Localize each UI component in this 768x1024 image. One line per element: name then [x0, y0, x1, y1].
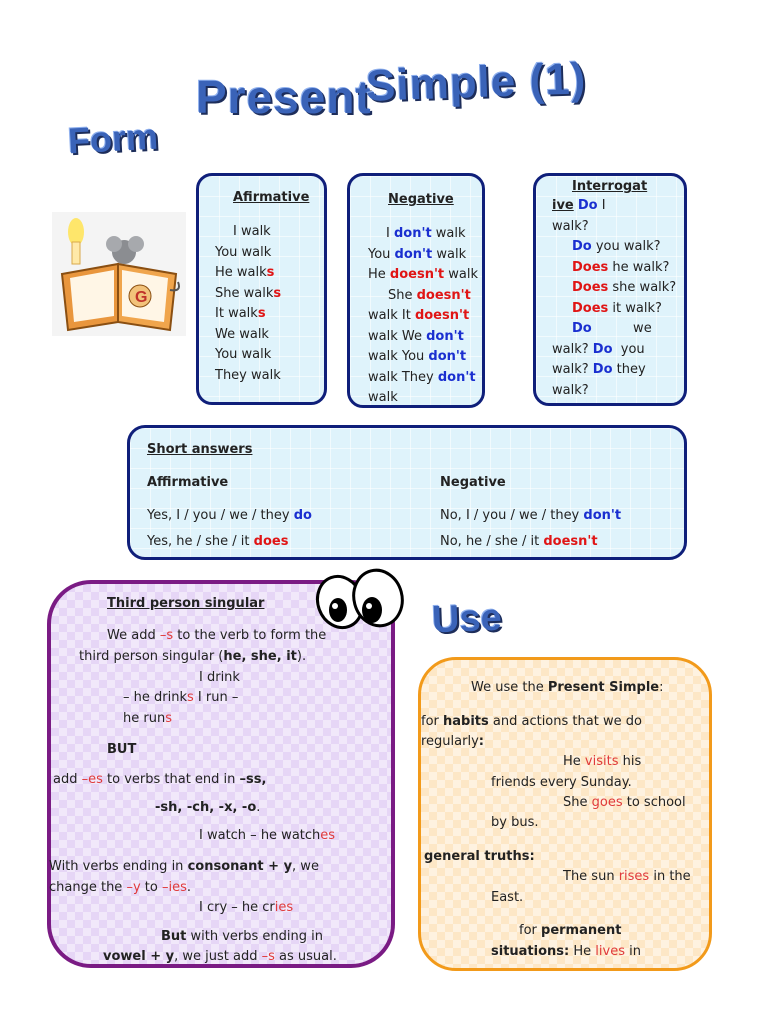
affirmative-suffix: s	[273, 285, 282, 301]
interrogative-line	[552, 237, 676, 258]
interrogative-verb: you	[612, 341, 645, 357]
use-example-3b: East.	[491, 890, 524, 905]
affirmative-line	[215, 325, 281, 346]
interrogative-auxiliary: Do	[577, 198, 598, 213]
interrogative-verb: we	[591, 321, 652, 336]
use-intro: We use the Present Simple:	[471, 680, 664, 695]
interrogative-verb: she walk?	[608, 280, 677, 295]
negative-auxiliary: don't	[437, 369, 476, 385]
negative-auxiliary: don't	[428, 349, 467, 364]
negative-subject: walk	[368, 390, 398, 405]
interrogative-auxiliary: Do	[592, 341, 613, 357]
affirmative-line	[215, 222, 281, 243]
tp-example-1: I drink	[199, 670, 240, 685]
negative-subject: She	[388, 287, 417, 303]
interrogative-line	[552, 299, 676, 320]
use-habits-2: regularly:	[421, 734, 484, 749]
affirmative-verb: You walk	[215, 244, 272, 260]
short-answers-negative-label: Negative	[440, 475, 506, 490]
negative-list	[368, 224, 478, 408]
title-word-present: Present	[196, 71, 372, 123]
use-permanent-2: situations: He lives in	[491, 944, 641, 959]
interrogative-verb: I	[597, 198, 606, 213]
use-example-3a: The sun rises in the	[563, 869, 691, 884]
interrogative-auxiliary: Does	[572, 280, 609, 295]
negative-auxiliary: doesn't	[416, 287, 471, 303]
tp-rule-8: vowel + y, we just add –s as usual.	[103, 949, 337, 964]
interrogative-verb: you walk?	[591, 239, 661, 254]
tp-rule-3: add –es to verbs that end in –ss,	[53, 772, 267, 787]
negative-subject: You	[368, 246, 395, 262]
affirmative-verb: He walk	[215, 265, 267, 280]
negative-verb: walk	[444, 267, 479, 282]
tp-rule-6: change the –y to –ies.	[49, 880, 192, 895]
use-example-2a: She goes to school	[563, 795, 686, 810]
interrogative-auxiliary: Do	[572, 321, 592, 336]
affirmative-line	[215, 304, 281, 325]
interrogative-pre: walk?	[552, 382, 589, 398]
short-answers-heading: Short answers	[147, 442, 253, 457]
use-example-2b: by bus.	[491, 815, 539, 830]
negative-subject: walk It	[368, 308, 415, 323]
use-box	[418, 657, 712, 971]
tp-rule-4: -sh, -ch, -x, -o.	[155, 800, 261, 815]
affirmative-line	[215, 243, 281, 264]
negative-line	[368, 347, 478, 368]
affirmative-verb: She walk	[215, 285, 274, 301]
book-mouse-illustration	[52, 212, 186, 336]
use-example-1b: friends every Sunday.	[491, 775, 632, 790]
affirmative-line	[215, 284, 281, 305]
affirmative-heading: Afirmative	[233, 190, 310, 205]
affirmative-verb: I walk	[233, 224, 271, 239]
negative-subject: walk You	[368, 349, 429, 364]
negative-auxiliary: don't	[426, 328, 464, 344]
affirmative-verb: It walk	[215, 306, 258, 321]
interrogative-line	[552, 217, 676, 238]
use-heading: Use	[431, 596, 503, 642]
tp-example-2: – he drinks I run –	[123, 690, 239, 705]
negative-box	[347, 173, 485, 408]
tp-rule-1: We add –s to the verb to form the	[107, 628, 327, 643]
form-heading: Form	[66, 115, 159, 162]
short-answer-neg-2: No, he / she / it doesn't	[440, 534, 598, 549]
affirmative-box	[196, 173, 327, 405]
interrogative-heading-2: ive	[552, 198, 574, 213]
affirmative-line	[215, 366, 281, 387]
interrogative-box	[533, 173, 687, 406]
interrogative-auxiliary: Do	[592, 362, 613, 377]
use-habits-1: for habits and actions that we do	[421, 714, 642, 729]
tp-rule-2: third person singular (he, she, it).	[79, 649, 307, 664]
affirmative-suffix: s	[266, 265, 275, 280]
affirmative-verb: We walk	[215, 326, 269, 342]
interrogative-auxiliary: Does	[572, 259, 609, 275]
short-answer-aff-2: Yes, he / she / it does	[147, 534, 289, 549]
short-answer-neg-1: No, I / you / we / they don't	[440, 508, 622, 523]
negative-auxiliary: doesn't	[414, 308, 470, 323]
short-answers-affirmative-label: Affirmative	[147, 475, 229, 490]
affirmative-line	[215, 345, 281, 366]
tp-example-5: I cry – he cries	[199, 900, 294, 915]
svg-text:G: G	[135, 289, 148, 306]
affirmative-suffix: s	[257, 306, 266, 321]
interrogative-heading-1: Interrogat	[572, 179, 648, 194]
affirmative-line	[215, 263, 281, 284]
negative-subject: walk They	[368, 369, 438, 385]
negative-heading: Negative	[388, 192, 454, 207]
use-example-1a: He visits his	[563, 754, 642, 769]
interrogative-pre: walk?	[552, 362, 593, 377]
negative-line	[368, 327, 478, 348]
interrogative-verb: he walk?	[608, 259, 670, 275]
negative-verb: walk	[431, 226, 466, 241]
tp-rule-5: With verbs ending in consonant + y, we	[49, 859, 319, 874]
interrogative-line	[552, 340, 676, 361]
interrogative-line	[552, 258, 676, 279]
short-answer-aff-1: Yes, I / you / we / they do	[147, 508, 312, 523]
negative-line	[368, 368, 478, 389]
negative-line	[368, 306, 478, 327]
interrogative-list	[552, 196, 676, 401]
use-general-truths: general truths:	[424, 849, 535, 864]
negative-auxiliary: don't	[394, 246, 433, 262]
negative-auxiliary: doesn't	[389, 267, 445, 282]
interrogative-verb: it walk?	[608, 300, 662, 316]
interrogative-verb: they	[612, 362, 646, 377]
interrogative-auxiliary: Does	[572, 300, 609, 316]
negative-line	[368, 265, 478, 286]
interrogative-line	[552, 360, 676, 381]
negative-subject: He	[368, 267, 390, 282]
negative-line	[368, 224, 478, 245]
interrogative-line	[552, 381, 676, 402]
affirmative-verb: They walk	[215, 367, 281, 383]
interrogative-line	[552, 319, 676, 340]
negative-auxiliary: don't	[393, 226, 432, 241]
third-person-box	[47, 580, 395, 968]
tp-rule-7: But with verbs ending in	[161, 929, 324, 944]
negative-line	[368, 286, 478, 307]
affirmative-list	[215, 222, 281, 386]
negative-line	[368, 388, 478, 408]
negative-verb: walk	[432, 246, 467, 262]
interrogative-line	[552, 196, 676, 217]
negative-subject: I	[386, 226, 394, 241]
tp-example-3: he runs	[123, 711, 172, 726]
short-answers-box	[127, 425, 687, 560]
negative-subject: walk We	[368, 328, 427, 344]
interrogative-pre: walk?	[552, 218, 589, 234]
interrogative-auxiliary: Do	[572, 239, 592, 254]
third-person-heading: Third person singular	[107, 596, 265, 611]
tp-but-1: BUT	[107, 742, 137, 757]
interrogative-pre: walk?	[552, 341, 593, 357]
use-permanent-1: for permanent	[519, 923, 622, 938]
affirmative-verb: You walk	[215, 347, 272, 362]
negative-line	[368, 245, 478, 266]
cartoon-eyes-icon	[312, 566, 408, 634]
interrogative-line	[552, 278, 676, 299]
title-word-simple: Simple (1)	[365, 54, 588, 111]
tp-example-4: I watch – he watches	[199, 828, 336, 843]
